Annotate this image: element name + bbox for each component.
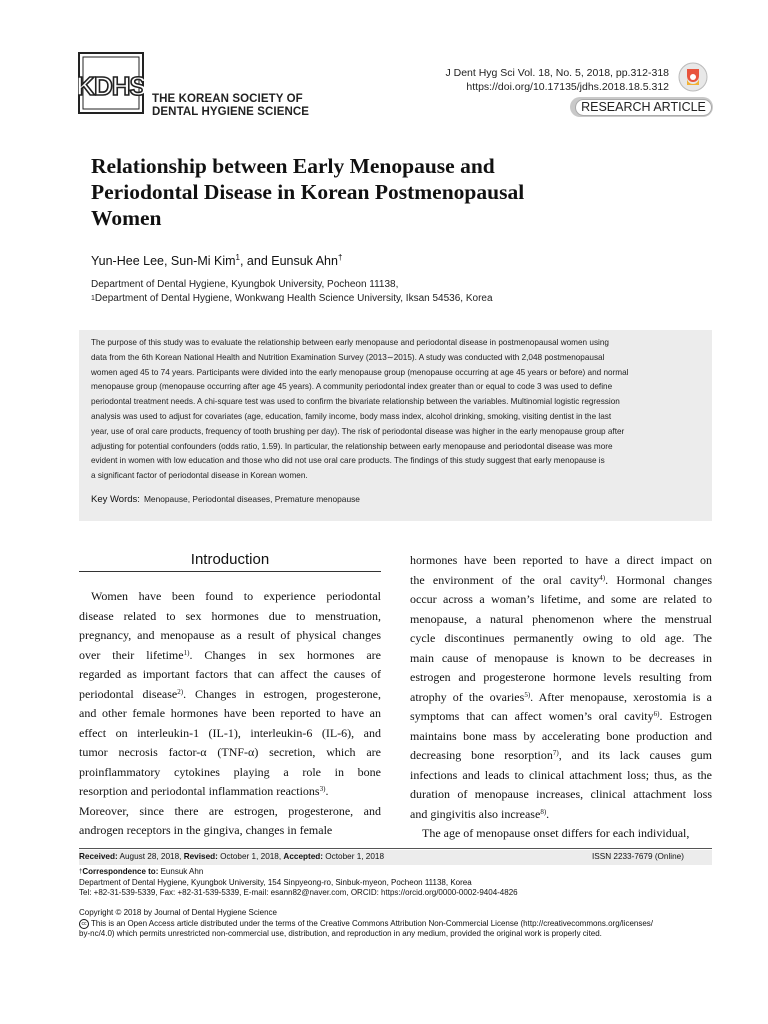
body-text-line (410, 610, 712, 630)
line-text-after: . Changes in estrogen, progesterone, (183, 686, 381, 701)
body-text-line (410, 590, 712, 610)
received-date: August 28, 2018, (119, 852, 182, 861)
revised-date: October 1, 2018, (220, 852, 282, 861)
line-text: maintains bone mass by accelerating bone production and (410, 728, 712, 743)
correspondence (79, 867, 518, 899)
body-text-line (410, 727, 712, 747)
crossmark-icon[interactable] (678, 62, 708, 92)
society-logo (78, 52, 144, 114)
issn: ISSN 2233-7679 (Online) (592, 852, 684, 861)
body-text-line (79, 704, 381, 724)
citation-ref[interactable]: 2) (177, 687, 184, 696)
abstract-text (91, 336, 700, 484)
line-text: main cause of menopause is known to be decreases in (410, 650, 712, 665)
article-dates (79, 852, 384, 861)
body-text-line (79, 782, 381, 802)
body-text-line (410, 707, 712, 727)
body-text-line (410, 824, 712, 844)
line-text: decreasing bone resorption (410, 748, 553, 762)
body-text-line (410, 688, 712, 708)
line-text: occur across a woman’s lifetime, and some are related to (410, 592, 712, 606)
abstract-line: adjusting for potential confounders (odds ratio, 1.59). In particular, the relationship between early menopause and periodontal disease was more (91, 441, 613, 451)
copyright: Copyright © 2018 by Journal of Dental Hygiene Science (79, 908, 278, 917)
line-text: resorption and periodontal inflammation reactions (79, 784, 320, 798)
line-text: effect on interleukin-1 (IL-1), interleukin-6 (IL-6), and (79, 725, 381, 740)
abstract-line: evident in women with low education and those who did not use oral care products. The findings of this study suggest that early menopause is (91, 456, 605, 466)
authors-part1: Yun-Hee Lee, Sun-Mi Kim (91, 254, 236, 268)
body-text-line (410, 766, 712, 786)
title-line: Women (91, 206, 162, 230)
abstract-box (79, 330, 712, 521)
line-text-after: , and its lack causes gum (558, 748, 712, 762)
line-text: over their lifetime (79, 647, 184, 662)
article-title (91, 153, 691, 231)
abstract-line: periodontal treatment needs. A chi-square test was used to confirm the bivariate relationship between the variables. Multinomial logistic regression (91, 397, 620, 407)
line-text: tumor necrosis factor-α (TNF-α) secretion, which are (79, 745, 381, 759)
body-text-line (410, 805, 712, 825)
author-sup-dagger: † (337, 253, 343, 262)
revised-label: Revised: (183, 852, 218, 861)
body-column-left (79, 587, 381, 841)
line-text: cycle discontinues permanently owing to old age. The (410, 631, 712, 645)
body-text-line (79, 646, 381, 666)
received-label: Received: (79, 852, 118, 861)
body-text-line (79, 587, 381, 607)
license-line-2: by-nc/4.0) which permits unrestricted non-commercial use, distribution, and reproduction in any medium, provided the original work is properly cited. (79, 929, 602, 939)
citation-ref[interactable]: 6) (653, 710, 660, 718)
corr-dagger: † (79, 869, 83, 875)
affiliations (91, 278, 493, 305)
body-text-line (79, 626, 381, 646)
body-text-line (79, 763, 381, 783)
footer-divider (79, 848, 712, 849)
line-text: atrophy of the ovaries (410, 689, 525, 704)
affiliation-2-sup: 1 (91, 294, 95, 302)
abstract-line: menopause group (menopause occurring after age 45 years). A community periodontal index greater than or equal to code 3 was used to define (91, 382, 613, 392)
body-text-line (79, 685, 381, 705)
line-text-after: . Hormonal changes (605, 572, 712, 587)
corr-name: Eunsuk Ahn (160, 867, 204, 876)
article-type-label: RESEARCH ARTICLE (575, 99, 712, 116)
citation-ref[interactable]: 5) (524, 690, 531, 699)
line-text: and other female hormones have been reported to have an (79, 706, 381, 720)
creative-commons-icon: cc (79, 919, 89, 929)
abstract-line: a significant factor of periodontal disease in Korean women. (91, 471, 308, 481)
section-heading-introduction: Introduction (79, 551, 381, 572)
line-text: menopause, a natural phenomenon where the menstrual (410, 611, 712, 626)
keywords-list: Menopause, Periodontal diseases, Premature menopause (143, 493, 360, 504)
accepted-label: Accepted: (283, 852, 324, 861)
citation-ref[interactable]: 3) (319, 785, 326, 793)
journal-citation: J Dent Hyg Sci Vol. 18, No. 5, 2018, pp.312-318 (445, 67, 669, 79)
line-text: disease related to sex hormones due to menstruation, (79, 608, 381, 623)
citation-ref[interactable]: 1) (183, 648, 190, 657)
line-text: Women have been found to experience periodontal (91, 589, 381, 603)
body-text-line (410, 571, 712, 591)
abstract-line: analysis was used to adjust for covariates (age, education, family income, body mass index, alcohol drinking, smoking, visiting dentist in the last (91, 411, 612, 421)
line-text-after: . After menopause, xerostomia is a (530, 689, 713, 704)
corr-address: Department of Dental Hygiene, Kyungbok University, 154 Sinpyeong-ro, Sinbuk-myeon, Pocheon 11138, Korea (79, 877, 472, 887)
society-name (152, 93, 309, 119)
line-text: periodontal disease (79, 686, 178, 701)
author-list (91, 253, 342, 269)
citation-ref[interactable]: 4) (599, 573, 606, 582)
body-text-line (410, 649, 712, 669)
line-text: and gingivitis also increase (410, 806, 541, 821)
line-text: regarded as important factors that can affect the causes of (79, 667, 381, 681)
line-text: hormones have been reported to have a direct impact on (410, 553, 712, 567)
body-text-line (410, 668, 712, 688)
body-text-line (79, 743, 381, 763)
accepted-date: October 1, 2018 (325, 852, 385, 861)
logo-text: KDHS (78, 71, 144, 101)
journal-info (445, 66, 669, 94)
body-text-line (410, 785, 712, 805)
affiliation-2: Department of Dental Hygiene, Wonkwang Health Science University, Iksan 54536, Korea (94, 292, 493, 304)
abstract-line: The purpose of this study was to evaluate the relationship between early menopause and periodontal disease in postmenopausal women using (91, 338, 609, 347)
author-sup-1: 1 (235, 253, 240, 262)
corr-contact: Tel: +82-31-539-5339, Fax: +82-31-539-5339, E-mail: esann82@naver.com, ORCID: https://orcid.org/0000-0002-9404-4826 (79, 888, 518, 897)
body-column-right (410, 551, 712, 844)
line-text: proinflammatory cytokines playing a role in bone (79, 764, 381, 779)
title-line: Periodontal Disease in Korean Postmenopausal (91, 180, 525, 204)
line-text: estrogen and progesterone hormone levels resulting from (410, 670, 712, 684)
line-text-after: . (546, 806, 550, 821)
license-line-1: This is an Open Access article distributed under the terms of the Creative Commons Attribution Non-Commercial License (http://creativecommons.org/licenses/ (91, 918, 654, 928)
abstract-line: data from the 6th Korean National Health and Nutrition Examination Survey (2013∼2015). A study was conducted with 2,048 postmenopausal (91, 352, 605, 362)
line-text: duration of menopause increases, clinical attachment loss (410, 787, 712, 801)
affiliation-1: Department of Dental Hygiene, Kyungbok University, Pocheon 11138, (91, 279, 399, 290)
body-text-line (79, 724, 381, 744)
keywords-label: Key Words: (91, 493, 140, 505)
doi-link[interactable]: https://doi.org/10.17135/jdhs.2018.18.5.312 (466, 81, 669, 93)
body-text-line (410, 746, 712, 766)
corr-label: Correspondence to: (82, 867, 159, 876)
citation-ref[interactable]: 7) (552, 749, 559, 757)
body-text-line (79, 802, 381, 822)
copyright-block (79, 908, 653, 940)
line-text-after: . (325, 784, 329, 798)
line-text: Moreover, since there are estrogen, progesterone, and (79, 803, 381, 818)
keywords (91, 494, 700, 505)
line-text: The age of menopause onset differs for each individual, (422, 826, 690, 840)
abstract-line: year, use of oral care products, frequency of tooth brushing per day). The risk of periodontal disease was higher in the early menopause group after (91, 426, 625, 436)
line-text: infections and leads to clinical attachment loss; thus, as the (410, 767, 712, 782)
title-line: Relationship between Early Menopause and (91, 154, 495, 178)
line-text: symptoms that can affect women’s oral cavity (410, 709, 654, 723)
line-text: pregnancy, and menopause as a result of physical changes (79, 628, 381, 642)
society-name-line2: DENTAL HYGIENE SCIENCE (152, 106, 310, 118)
article-type-badge (570, 97, 713, 117)
society-name-line1: THE KOREAN SOCIETY OF (152, 93, 303, 105)
line-text: androgen receptors in the gingiva, changes in female (79, 823, 333, 837)
authors-part2: , and Eunsuk Ahn (239, 254, 338, 268)
citation-ref[interactable]: 8) (540, 807, 547, 816)
abstract-line: women aged 45 to 74 years. Participants were divided into the early menopause group (menopause occurring at age 45 years or before) and normal (91, 367, 629, 377)
body-text-line (79, 821, 381, 841)
line-text-after: . Estrogen (659, 709, 712, 723)
line-text: the environment of the oral cavity (410, 572, 600, 587)
line-text-after: . Changes in sex hormones are (189, 647, 381, 662)
body-text-line (79, 607, 381, 627)
body-text-line (410, 629, 712, 649)
body-text-line (410, 551, 712, 571)
body-text-line (79, 665, 381, 685)
